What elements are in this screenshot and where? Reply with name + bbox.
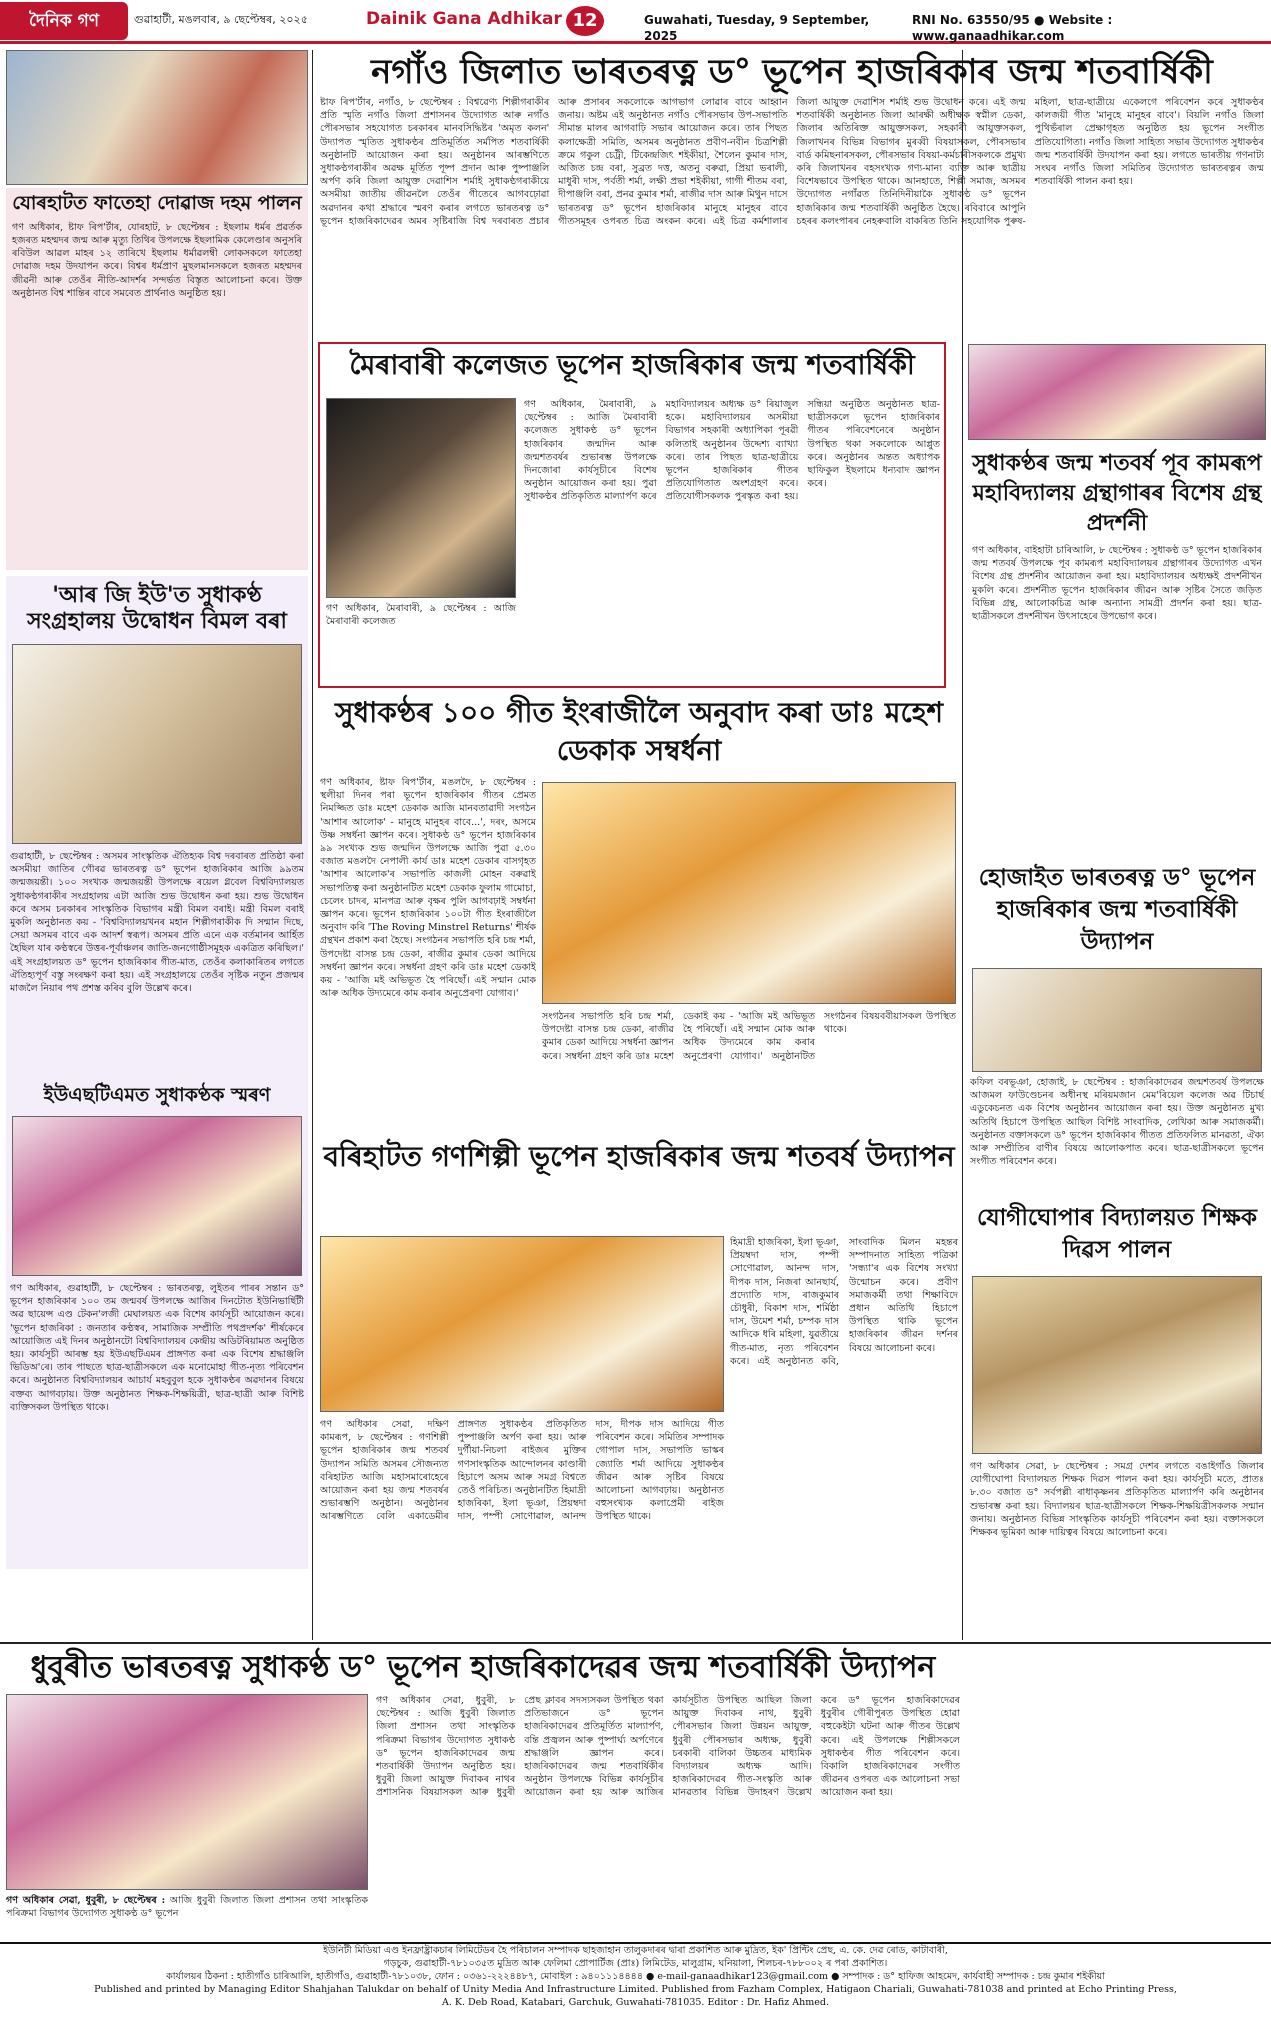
story-jorhat (6, 188, 308, 570)
article-body: গণ অধিকাৰ, ষ্টাফ ৰিপ'ৰ্টাৰ, যোৰহাট, ৮ ছেপ্টেম্বৰ : ইছলাম ধৰ্মৰ প্ৰৱৰ্তক হজৰত মহম্মদৰ জন্ম আৰু মৃত্যু তিথিৰ উপলক্ষে ইছলামিক কেলেণ্ডাৰ অনুসৰি ৰবিউল আৱল মাহৰ ১২ তাৰিখে ইছলাম ধৰ্মাৱলম্বী লোকসকলে ফাতেহা দোৱাজ দহম উদযাপন কৰে। বিশ্বৰ ধৰ্মপ্ৰাণ মুছলমানসকলে হজৰত মহম্মদৰ জীৱনী আৰু তেওঁৰ নীতি-আদৰ্শৰ সন্দৰ্ভত বিস্তৃত আলোচনা কৰে। উক্ত অনুষ্ঠানত বিশ্ব শান্তিৰ বাবে সমবেত প্ৰাৰ্থনাও অনুষ্ঠিত হয়। (12, 221, 302, 299)
bottom-story-dateline: গণ অধিকাৰ সেৱা, ধুবুৰী, ৮ ছেপ্টেম্বৰ : আজি ধুবুৰী জিলাত জিলা প্ৰশাসন তথা সাংস্কৃতিক পৰিক্ৰমা বিভাগৰ উদ্যোগত সুধাকণ্ঠ ড° ভূপেন (6, 1895, 368, 1920)
headline: যোৰহাটত ফাতেহা দোৱাজ দহম পালন (12, 192, 302, 214)
page-number-badge: 12 (566, 6, 604, 36)
translator-story-body: সংগঠনৰ সভাপতি হৰি চন্দ্ৰ শৰ্মা, উপদেষ্টা বাসন্ত চন্দ্ৰ ডেকা, ৰাজীৱ কুমাৰ ডেকা আদিয়ে সম্বৰ্ধনা জ্ঞাপন কৰে। সম্বৰ্ধনা গ্ৰহণ কৰি ডাঃ মহেশ ডেকাই কয় - 'আজি মই অভিভূত হৈ পৰিছোঁ। এই সন্মান মোক আৰু অধিক উদ্যমেৰে কাম কৰাৰ অনুপ্ৰেৰণা যোগাব।' অনুষ্ঠানটিত সংগঠনৰ বিষয়ববীয়াসকল উপস্থিত থাকে। (542, 1011, 956, 1062)
masthead-date: গুৱাহাটী, মঙলবাৰ, ৯ ছেপ্টেম্বৰ, ২০২৫ (134, 13, 308, 26)
imprint-footer (0, 1942, 1271, 2022)
translator-story-body-lead: গণ অধিকাৰ, ষ্টাফ ৰিপ'ৰ্টাৰ, মঙলদৈ, ৮ ছেপ্টেম্বৰ : স্থলীয়া দিনৰ পৰা ভূপেন হাজৰিকাৰ গীতৰ প্ৰেমত নিমজ্জিত ডাঃ মহেশ ডেকাক আজি মানবতাৱাদী সংগঠন 'আশাৰ আলোক' - মানুহে মানুহৰ বাবে...', দৰং, অসমে উষ্ণ সম্বৰ্ধনা জ্ঞাপন কৰে। সুধাকণ্ঠ ড° ভূপেন হাজৰিকাৰ ৯৯ সংখ্যক শুভ জন্মদিন উপলক্ষে আজি পুৱা ৫.৩০ বজাত মঙলদৈ নেপালী কাৰ্য ডাঃ মহেশ ডেকাৰ বাসগৃহত 'আশাৰ আলোক'ৰ সভাপতি কাজলী মোহন বৰুৱাই সভাপতিত্ব কৰা অনুষ্ঠানটিত মহেশ ডেকাক ফুলাম গামোচা, চেলেং চাদৰ, মানপত্ৰ আৰু বৃক্ষৰ পুলি আগবঢ়াই সম্বৰ্ধনা জ্ঞাপন কৰে। ভূপেন হাজৰিকাৰ ১০০টা গীত ইংৰাজীলৈ অনুবাদ কৰি 'The Roving Minstrel Returns' শীৰ্ষক গ্ৰন্থখন প্ৰকাশ কৰা হৈছে। সংগঠনৰ সভাপতি হৰি চন্দ্ৰ শৰ্মা, উপদেষ্টা বাসন্ত চন্দ্ৰ ডেকা, ৰাজীৱ কুমাৰ ডেকা আদিয়ে সম্বৰ্ধনা জ্ঞাপন কৰে। সম্বৰ্ধনা গ্ৰহণ কৰি ডাঃ মহেশ ডেকাই কয় - 'আজি মই অভিভূত হৈ পৰিছোঁ। এই সন্মান মোক আৰু অধিক উদ্যমেৰে কাম কৰাৰ অনুপ্ৰেৰণা যোগাব।' (320, 777, 536, 1000)
story-photo-dhubri (6, 1694, 368, 1890)
story-photo-translator (542, 782, 956, 1004)
headline: মৈৰাবাৰী কলেজত ভূপেন হাজৰিকাৰ জন্ম শতবাৰ্ষিকী (349, 350, 915, 381)
barhat-story-body: গণ অধিকাৰ সেৱা, দক্ষিণ কামৰূপ, ৮ ছেপ্টেম্বৰ : গণশিল্পী ভূপেন হাজৰিকাৰ জন্ম শতবৰ্ষ উদ্যাপন সমিতি অসমৰ সৌজন্যত বৰিহাটত আজি মহাসমাৰোহেৰে আয়োজন কৰা হয় জন্ম শতবৰ্ষৰ শুভাৰম্ভণি অনুষ্ঠান। অনুষ্ঠানৰ আৰম্ভণিতে বেলি একাডেমীৰ প্ৰাঙ্গণত সুধাকণ্ঠৰ প্ৰতিকৃতিত পুষ্পাঞ্জলি অৰ্পণ কৰা হয়। আৰু দুৰ্গীয়া-নিচলা ৰাইজৰ মুক্তিৰ গণসাংস্কৃতিক আন্দোলনৰ কাণ্ডাৰী হিচাপে অসম আৰু সমগ্ৰ বিশ্বতে তেওঁ পৰিচিত। অনুষ্ঠানটিত হিমাদ্ৰী হাজৰিকা, ইলা ভূঞা, প্ৰিয়ম্বদা দাস, পম্পী সোণোৱাল, আনন্দ দাস, দীপক দাস আদিয়ে গীত পৰিবেশন কৰে। সমিতিৰ সম্পাদক গোপাল দাস, সভাপতি ভাস্কৰ জ্যোতি শৰ্মা আদিয়ে সুধাকণ্ঠৰ জীৱন আৰু সৃষ্টিৰ বিষয়ে আলোচনা আগবঢ়ায়। অনুষ্ঠানত বহুসংখ্যক কলাপ্ৰেমী ৰাইজ উপস্থিত থাকে। (320, 1419, 724, 1523)
imprint-line: ইউনিটী মিডিয়া এণ্ড ইনফ্ৰাষ্ট্ৰাকচাৰ লিমিটেডৰ হৈ পৰিচালন সম্পাদক ছাহজাহান তালুকদাৰৰ দ্বাৰা প্ৰকাশিত আৰু মুদ্ৰিত, ইক' প্ৰিন্টিং প্ৰেছ, এ. কে. দেৱ ৰোড, কাটাবাৰী, (323, 1945, 948, 1956)
imprint-line: Published and printed by Managing Editor Shahjahan Talukdar on behalf of Unity Media And Infrastructure Limited. Published from Fazham Complex, Hatigaon Chariali, Guwahati-781038 and printed at Echo Printing Press, (94, 1984, 1177, 1995)
masthead-rni: RNI No. 63550/95 ● Website : www.ganaadhikar.com (912, 13, 1113, 43)
bottom-story-headline: ধুবুৰীত ভাৰতৰত্ন সুধাকণ্ঠ ড° ভূপেন হাজৰিকাদেৱৰ জন্ম শতবাৰ্ষিকী উদ্যাপন (30, 1650, 936, 1685)
story-photo-hojai (972, 968, 1262, 1072)
masthead-place-date: Guwahati, Tuesday, 9 September, 2025 (644, 13, 870, 43)
article-body: গণ অধিকাৰ, মৈৰাবাৰী, ৯ ছেপ্টেম্বৰ : আজি মৈৰাবাৰী কলেজত সুধাকণ্ঠ ড° ভূপেন হাজৰিকাৰ জন্মদিন আৰু জন্মশতবৰ্ষৰ শুভাৰম্ভ উপলক্ষে দিনজোৰা কাৰ্যসূচীৰে বিশেষ অনুষ্ঠান আয়োজন কৰা হয়। পুৱা সুধাকণ্ঠৰ প্ৰতিকৃতিত মাল্যাৰ্পণ কৰে মহাবিদ্যালয়ৰ অধ্যক্ষ ড° ৰিয়াজুল হকে। মহাবিদ্যালয়ৰ অসমীয়া বিভাগৰ সহকাৰী অধ্যাপিকা পূৰৱী কলিতাই অনুষ্ঠানৰ উদ্দেশ্য ব্যাখ্যা কৰে। তাৰ পিছত ছাত্ৰ-ছাত্ৰীয়ে ভূপেন হাজৰিকাৰ গীতৰ প্ৰতিযোগিতাত অংশগ্ৰহণ কৰে। প্ৰতিযোগীসকলক পুৰস্কৃত কৰা হয়। সন্ধিয়া অনুষ্ঠিত অনুষ্ঠানত ছাত্ৰ-ছাত্ৰীসকলে ভূপেন হাজৰিকাৰ গীতৰ পৰিবেশনেৰে অনুষ্ঠান উপস্থিত থকা সকলোকে আপ্লুত কৰে। অনুষ্ঠানৰ অন্তত অধ্যাপক ছাফিকুল ইছলামে ধন্যবাদ জ্ঞাপন কৰে। (524, 399, 940, 503)
story-rgu-museum (6, 576, 308, 1569)
top-story-headline: নগাঁও জিলাত ভাৰতৰত্ন ড° ভূপেন হাজৰিকাৰ জন্ম শতবাৰ্ষিকী (371, 52, 1213, 92)
story-photo-ustm (12, 1116, 302, 1276)
story-photo-jorhat (6, 50, 308, 185)
article-body: কফিল বৰভূঞা, হোজাই, ৮ ছেপ্টেম্বৰ : হাজৰিকাদেৱৰ জন্মশতবৰ্ষ উপলক্ষে আজমল ফাউণ্ডেচনৰ অধীনস্থ মৰিয়মজান মেম'ৰিয়েল কলেজ অৱ টিচাৰ্ছ এডুকেচনত এক বিশেষ অনুষ্ঠানৰ আয়োজন কৰা হয়। উক্ত অনুষ্ঠানত মুখ্য অতিথি হিচাপে উপস্থিত আছিল বিশিষ্ট সাংবাদিক, লেখিকা আৰু সমাজকৰ্মী। অনুষ্ঠানত বক্তাসকলে ড° ভূপেন হাজৰিকাৰ গীতত প্ৰতিফলিত মানৱতা, ঐক্য আৰু সম্প্ৰীতিৰ বাণীৰ বিষয়ে আলোকপাত কৰে। ছাত্ৰ-ছাত্ৰীসকলে ভূপেন সংগীত পৰিবেশন কৰে। (970, 1077, 1264, 1168)
imprint-line: কাৰ্যালয়ৰ ঠিকনা : হাতীগাঁও চাৰিআলি, হাতীগাঁও, গুৱাহাটী-৭৮১০৩৮, ফোন : ০৩৬১-২২২৪৪৮৭, মোবাইল : ৯৪০১১১৪৪৪৪ ● e-mail-ganaadhikar123@gmail.com ● সম্পাদক : ড° হাফিজ আহমেদ, কাৰ্যবাহী সম্পাদক : চন্দ্ৰ কুমাৰ শইকীয়া (166, 1971, 1105, 1982)
story-photo-barhat (320, 1236, 724, 1412)
imprint-line: গড়চুক, গুৱাহাটী-৭৮১০৩৫ত মুদ্ৰিত আৰু ফেলিমা প্ৰোপাৰ্টিজ (প্ৰাঃ) লিমিটেড, মালুগ্ৰাম, ঘনিয়ালা, শিলচৰ-৭৮৮০০২ ৰ পৰা প্ৰকাশিত। (383, 1958, 888, 1969)
article-body: গণ অধিকাৰ, গুৱাহাটী, ৮ ছেপ্টেম্বৰ : ভাৰতৰত্ন, লুইতৰ পাৰৰ সন্তান ড° ভূপেন হাজৰিকাৰ ১০০ তম জন্মবৰ্ষ উপলক্ষে আজিৰ দিনটোত ইউনিভাৰ্ছিটী অৱ ছায়েন্স এণ্ড টেকন'লজী মেঘালয়ত এক বিশেষ কাৰ্যসূচী আয়োজন কৰে। 'ভূপেন হাজৰিকা : জনতাৰ কণ্ঠস্বৰ, সামাজিক সম্প্ৰীতি পথপ্ৰদৰ্শক' শীৰ্ষকেৰে আয়োজিত এই দিনৰ অনুষ্ঠানটো বিশ্ববিদ্যালয়ৰ কেন্দ্ৰীয় অডিটৰিয়ামত অনুষ্ঠিত হয়। কাৰ্যসূচী আৰম্ভ হয় ইউএছটিএমৰ প্ৰাঙ্গণত কৰা এক বিশেষ শ্ৰদ্ধাঞ্জলি ভিডিঅ'ৰে। তাৰ পাছতে ছাত্ৰ-ছাত্ৰীসকলে এক মনোমোহা গীত-নৃত্য পৰিবেশন কৰে। অনুষ্ঠানত বিশ্ববিদ্যালয়ৰ আচাৰ্য মহবুবুল হকে সুধাকণ্ঠৰ অৱদানৰ বিষয়ে বক্তব্য আগবঢ়ায়। উক্ত অনুষ্ঠানত শিক্ষক-শিক্ষয়িত্ৰী, ছাত্ৰ-ছাত্ৰী আৰু বিশিষ্ট ব্যক্তিসকল উপস্থিত থাকে। (10, 1283, 304, 1413)
article-body: গণ অধিকাৰ সেৱা, ৮ ছেপ্টেম্বৰ : সমগ্ৰ দেশৰ লগতে বঙাইগাঁও জিলাৰ যোগীঘোপা বিদ্যালয়ত শিক্ষক দিৱস পালন কৰা হয়। কাৰ্যসূচী মতে, প্ৰাতঃ ৮.৩০ বজাত ড° সৰ্বপল্লী ৰাধাকৃষ্ণনৰ প্ৰতিকৃতিত মাল্যাৰ্পণ কৰি অনুষ্ঠানৰ শুভাৰম্ভ কৰা হয়। বিদ্যালয়ৰ ছাত্ৰ-ছাত্ৰীসকলে শিক্ষক-শিক্ষয়িত্ৰীসকলক সন্মান জনায়। অনুষ্ঠানত বিভিন্ন সাংস্কৃতিক কাৰ্যসূচী পৰিবেশন কৰা হয়। বক্তাসকলে শিক্ষকৰ ভূমিকা আৰু দায়িত্বৰ বিষয়ে আলোচনা কৰে। (970, 1461, 1264, 1539)
bottom-story-body: গণ অধিকাৰ সেৱা, ধুবুৰী, ৮ ছেপ্টেম্বৰ : আজি ধুবুৰী জিলাত জিলা প্ৰশাসন তথা সাংস্কৃতিক পৰিক্ৰমা বিভাগৰ উদ্যোগত সুধাকণ্ঠ ড° ভূপেন হাজৰিকাদেৱৰ জন্ম শতবাৰ্ষিকী উদ্যাপন অনুষ্ঠিত হয়। ধুবুৰী জিলা আয়ুক্ত দিবাকৰ নাথৰ প্ৰশাসনিক বিষয়াসকল আৰু ধুবুৰী প্ৰেছ ক্লাবৰ সদস্যসকল উপস্থিত থকা প্ৰতিভাজনে ড° ভূপেন হাজৰিকাদেৱৰ প্ৰতিমূৰ্তিত মাল্যাৰ্পণ, বন্তি প্ৰজ্বলন আৰু পুষ্পাৰ্ঘ্য অৰ্পণেৰে শ্ৰদ্ধাঞ্জলি জ্ঞাপন কৰে। হাজৰিকাদেৱৰ জন্ম শতবাৰ্ষিকীৰ অনুষ্ঠান উপলক্ষে বিভিন্ন কাৰ্যসূচীৰ আয়োজন কৰা হয় আৰু আজিৰ কাৰ্যসূচীত উপস্থিত আছিল জিলা আয়ুক্ত দিবাকৰ নাথ, ধুবুৰী পৌৰসভাৰ জিলা উন্নয়ন আয়ুক্ত, ধুবুৰী পৌৰসভাৰ অধ্যক্ষ, ধুবুৰী চৰকাৰী বালিকা উচ্চতৰ মাধ্যমিক বিদ্যালয়ৰ অধ্যক্ষ আদি। হাজৰিকাদেৱৰ গীত-সংস্কৃতি আৰু মানৱতাৰ বিভিন্ন উদাহৰণ উল্লেখ কৰে ড° ভূপেন হাজৰিকাদেৱৰ ধুবুৰীৰ গৌৰীপুৰত উপস্থিত হোৱা বহুকেইটা ঘটনা আৰু গীতৰ উল্লেখ কৰে। এই উপলক্ষে শিল্পীসকলে সুধাকণ্ঠৰ গীত পৰিবেশন কৰে। বিকালি হাজৰিকাদেৱৰ সংগীত জীৱনৰ ওপৰত এক আলোচনা সভা আয়োজন কৰা হয়। (376, 1695, 960, 1799)
headline: হোজাইত ভাৰতৰত্ন ড° ভূপেন হাজৰিকাৰ জন্ম শতবাৰ্ষিকী উদ্যাপন (978, 864, 1256, 955)
headline: 'আৰ জি ইউ'ত সুধাকণ্ঠ সংগ্ৰহালয় উদ্বোধন বিমল বৰা (27, 582, 287, 635)
section-rule (0, 1642, 1271, 1644)
story-library-exhibition (968, 444, 1266, 854)
story-photo-rgu (12, 644, 302, 844)
masthead (0, 0, 1271, 44)
barhat-story-headline: বৰিহাটত গণশিল্পী ভূপেন হাজৰিকাৰ জন্ম শতবৰ্ষ উদ্যাপন (323, 1140, 955, 1173)
headline: সুধাকণ্ঠৰ জন্ম শতবৰ্ষ পূব কামৰূপ মহাবিদ্যালয় গ্ৰন্থাগাৰৰ বিশেষ গ্ৰন্থ প্ৰদৰ্শনী (972, 450, 1262, 536)
imprint-line: A. K. Deb Road, Katabari, Garchuk, Guwahati-781035. Editor : Dr. Hafiz Ahmed. (442, 1997, 829, 2008)
column-rule (312, 50, 313, 1640)
story-photo-teachers (972, 1276, 1262, 1454)
story-teachers-day (968, 1198, 1266, 1638)
headline: ইউএছটিএমত সুধাকণ্ঠক স্মৰণ (43, 1084, 271, 1106)
article-body-lead: গণ অধিকাৰ, মৈৰাবাৰী, ৯ ছেপ্টেম্বৰ : আজি মৈৰাবাৰী কলেজত (326, 603, 516, 628)
translator-story-headline: সুধাকণ্ঠৰ ১০০ গীত ইংৰাজীলৈ অনুবাদ কৰা ডাঃ মহেশ ডেকাক সম্বৰ্ধনা (334, 696, 944, 767)
barhat-story-body-side: হিমাদ্ৰী হাজৰিকা, ইলা ভূঞা, প্ৰিয়ম্বদা দাস, পম্পী সোণোৱাল, আনন্দ দাস, দীপক দাস, নিজৰা আনছাৰ্য, প্ৰদ্যোতি দাস, ৰাজকুমাৰ চৌধুৰী, বিকাশ দাস, শৰ্মিষ্ঠা দাস, উমেশ শৰ্মা, চম্পক দাস আদিকে ধৰি মহিলা, যুৱতীয়ে গীত-মাত, নৃত্য পৰিবেশন কৰে। এই অনুষ্ঠানত কবি, সাংবাদিক মিলন মহন্তৰ সম্পাদনাত সাহিত্য পত্ৰিকা 'সন্ধ্যা'ৰ এক বিশেষ সংখ্যা উন্মোচন কৰে। প্ৰবীণ সমাজকৰ্মী তথা শিক্ষাবিদে প্ৰধান অতিথি হিচাপে উপস্থিত থাকি ভূপেন হাজৰিকাৰ জীৱন দৰ্শনৰ বিষয়ে আলোচনা কৰে। (730, 1237, 958, 1367)
masthead-title: Dainik Gana Adhikar (366, 9, 562, 29)
story-photo-library (968, 344, 1266, 440)
article-body: গণ অধিকাৰ, বাইহাটা চাৰিআলি, ৮ ছেপ্টেম্বৰ : সুধাকণ্ঠ ড° ভূপেন হাজৰিকাৰ জন্ম শতবৰ্ষ উপলক্ষে পূব কামৰূপ মহাবিদ্যালয়ৰ গ্ৰন্থাগাৰৰ উদ্যোগত এখন বিশেষ গ্ৰন্থ প্ৰদৰ্শনীৰ আয়োজন কৰা হয়। মহাবিদ্যালয়ৰ অধ্যক্ষই প্ৰদৰ্শনীখন মুকলি কৰে। প্ৰদৰ্শনীত ভূপেন হাজৰিকাৰ জীৱন আৰু সৃষ্টিৰ সৈতে জড়িত বিভিন্ন গ্ৰন্থ, আলোকচিত্ৰ আৰু অন্যান্য সামগ্ৰী প্ৰদৰ্শন কৰা হয়। ছাত্ৰ-ছাত্ৰীসকলে প্ৰদৰ্শনীখন উৎসাহেৰে উপভোগ কৰে। (972, 545, 1262, 623)
headline: যোগীঘোপাৰ বিদ্যালয়ত শিক্ষক দিৱস পালন (977, 1204, 1257, 1263)
newspaper-logo: দৈনিক গণ (0, 2, 128, 40)
article-body: গুৱাহাটী, ৮ ছেপ্টেম্বৰ : অসমৰ সাংস্কৃতিক ঐতিহ্যক বিশ্ব দৰবাৰত প্ৰতিষ্ঠা কৰা অসমীয়া জাতিৰ গৌৰৱ ভাৰতৰত্ন ড° ভূপেন হাজৰিকাৰ আজি ৯৯তম জন্মজয়ন্তী। ১০০ সংখ্যক জন্মজয়ন্তী উপলক্ষে ৰয়েল গ্লবেল বিশ্ববিদ্যালয়ত সুধাকণ্ঠগৰাকীৰ সংগ্ৰহালয় এটা আজি শুভ উদ্বোধন কৰা হয়। শুভ উদ্বোধন কৰে অসম চৰকাৰৰ সাংস্কৃতিক বিভাগৰ মন্ত্ৰী বিমল বৰাই। মন্ত্ৰী বিমল বৰাই মুকলি অনুষ্ঠানত কয় - 'বিশ্ববিদ্যালয়খনৰ মহান শিল্পীগৰাকীক দি সন্মান দিছে, সেয়া অসমৰ বাবে এক আদৰ্শ স্বৰূপ। অসমৰ প্ৰতি এনে এক বৰ্তমানৰ আৰ্হিত হৈছিল যাৰ কণ্ঠস্বৰে উত্তৰ-পূৰ্বাঞ্চলৰ জাতি-জনগোষ্ঠীসমূহক একত্ৰিত কৰিছিল।' এই সংগ্ৰহালয়ত ড° ভূপেন হাজৰিকাৰ গীত-মাত, তেওঁৰ কলাকাৰিতৰ লগতে ঐতিহ্যপূৰ্ণ বস্তু সংৰক্ষণ কৰা হয়। এই সংগ্ৰহালয়ে তেওঁৰ সৃষ্টিক নতুন প্ৰজন্মৰ মাজলৈ নিয়াৰ পথ প্ৰশস্ত কৰিব বুলি উল্লেখ কৰে। (10, 851, 304, 995)
top-story-body: ষ্টাফ ৰিপ'ৰ্টাৰ, নগাঁও, ৮ ছেপ্টেম্বৰ : বিশ্বৱেণ্য শিল্পীগৰাকীৰ প্ৰতি স্মৃতি নগাঁও জিলা প্ৰশাসনৰ উদ্যোগত আৰু নগাঁও পৌৰসভাৰ সহযোগত চৰকাৰৰ মানবসিদ্ধিষ্টৰ 'অমৃত কলন' উদ্যাপত স্মৃতিত সুধাকণ্ঠৰ প্ৰতিমূৰ্তিত সৰ্মপিত শতবাৰ্ষিকী অনুষ্ঠানটি আয়োজন কৰা হয়। অনুষ্ঠানৰ আৰম্ভণিতে সুধাকণ্ঠগৰাকীৰ অৱক্ষ মূৰ্তিত পূষ্প প্ৰদান আৰু পুষ্পাঞ্জলি অৰ্পণ কৰি জিলা আয়ুক্ত দেৱাশিস শৰ্মাই সুধাকণ্ঠগৰাকীয়ে অসমীয়া জাতীয় জীৱনলৈ তেওঁৰ গীতেৰে আগবঢ়োৱা অৱদানৰ কথা শ্ৰদ্ধাৰে স্মৰণ কৰাৰ লগতে ভাৰতৰত্ন ড° ভূপেন হাজৰিকাদেৱৰ অমৰ সৃষ্টিৰাজি বিশ্ব দৰবাৰত প্ৰচাৰ আৰু প্ৰসাৰৰ সকলোকে আগভাগ লোৱাৰ বাবে আহ্বান জনায়। অষ্টম এই অনুষ্ঠানত নগাঁও পৌৰসভাৰ উপ-সভাপতি সীমান্ত মালৰ আগবাঢ়ি সভাৰ আয়োজন কৰে। তাৰ পিছত কলাক্ষেত্ৰী সমিতি, অসমৰ অনুষ্ঠানত প্ৰবীণ-নবীন চিত্ৰশিল্পী ক্ৰমে গকুল চেট্ৰী, টিকেন্দ্ৰজিৎ শইকীয়া, শৈলেন কুমাৰ দাস, অজিত চন্দ্ৰ বৰা, সুব্ৰত দত্ত, অতনু বৰুৱা, প্ৰিয়া ভৰালী, মাধুৰী দাস, পৰ্বতী শৰ্মা, লক্ষী প্ৰভা শইকীয়া, গাগী শীতম বৰা, দীপাঞ্জলি বৰা, প্ৰনৱ কুমাৰ শৰ্মা, ৰাজীৱ দাস আৰু মিথুন দাসে ভাৰতৰত্ন ড° ভূপেন হাজৰিকাৰ মানুহে মানুহৰ বাবে গীতসমূহৰ ওপৰত চিত্ৰ অংকন কৰে। এই চিত্ৰ কৰ্মশালাৰ জিলা আয়ুক্ত দেৱাশিস শৰ্মাই শুভ উদ্বোধন কৰে। এই জন্ম শতবাৰ্ষিকী অনুষ্ঠানত জিলা আৰক্ষী অধীক্ষক স্বপ্নীল ডেকা, জিলাৰ অতিৰিক্ত আয়ুক্তসকল, সহকাৰী আয়ুক্তসকল, জিলাখনৰ বিভিন্ন বিভাগৰ মুৰব্বী বিষয়াসকল, পৌৰসভাৰ বাৰ্ড কমিছনাৰসকল, পৌৰসভাৰ বিষয়া-কৰ্মচাৰীসকলকে প্ৰমুখ্য কৰি জিলাখনৰ বহসংখ্যক গণ্য-মান্য ব্যক্তি আৰু ছাত্ৰীয় বিশেষভাবে উপস্থিত থাকে। আনহাতে, শিল্পী সমাজ, অসমৰ উদ্যোগত নগাঁৱত তিনিদিনীয়াকৈ সুধাকণ্ঠ ড° ভূপেন হাজৰিকাৰ জন্ম শতবাৰ্ষিকী অনুষ্ঠিত হৈছে। ৰবিবাৰে আপুনি চহৰৰ কলংপাৰৰ নেহৰুবালি বাকৰিত তিনি সহযোগিক পুৰুষ-মহিলা, ছাত্ৰ-ছাত্ৰীয়ে একেলগে পৰিবেশন কৰে সুধাকণ্ঠৰ কালজয়ী গীত 'মানুহে মানুহৰ বাবে'। বিয়লি নগাঁও জিলা পুথিভঁৰাল প্ৰেক্ষাগৃহত অনুষ্ঠিত হয় ভূপেন সংগীত প্ৰতিযোগিতা। নগাঁও জিলা সাহিত্য সভাৰ উদ্যোগত সুধাকণ্ঠৰ জন্ম শতবাৰ্ষিকী উদযাপন কৰা হয়। লগতে ভাৰতীয় গণনাট্য সংঘৰ নগাঁও জিলা সমিতিৰ উদ্যোগত ভাৰতৰত্নৰ জন্ম শতবাৰ্ষিকী পালন কৰা হয়। (320, 97, 1264, 227)
story-hojai (968, 858, 1266, 1194)
story-morabari-box (318, 342, 946, 688)
portrait-photo (326, 398, 516, 598)
